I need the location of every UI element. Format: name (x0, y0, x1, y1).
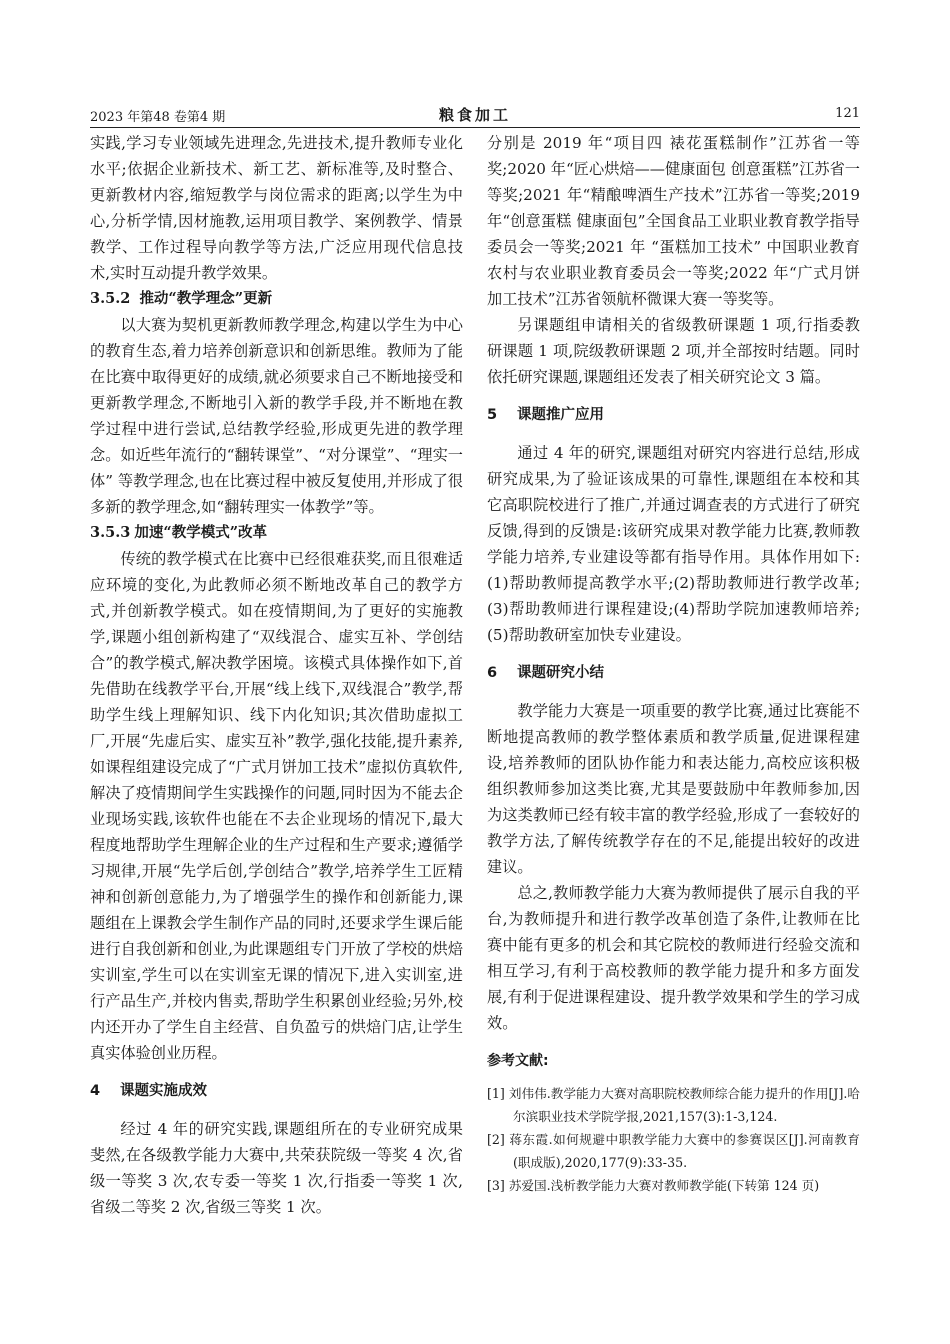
header-rule (90, 127, 860, 128)
paragraph-3-5-2: 以大赛为契机更新教师教学理念,构建以学生为中心的教育生态,着力培养创新意识和创新思维。教师为了能在比赛中取得更好的成绩,就必须要求自己不断地接受和更新教学理念,不断地引入新的教学手段,并不断地在教学过程中进行尝试,总结教学经验,形成更先进的教学理念。如近些年流行的“翻转课堂”、“对分课堂”、“理实一体” 等教学理念,也在比赛过程中被反复使用,并形成了很多新的教学理念,如“翻转理实一体教学”等。 (90, 316, 463, 516)
reference-item: [3] 苏爱国.浅析教学能力大赛对教师教学能(下转第 124 页) (487, 1178, 820, 1193)
references-heading: 参考文献: (487, 1053, 549, 1069)
section-title: 推动“教学理念”更新 (139, 290, 273, 307)
journal-title: 粮食加工 (438, 106, 511, 124)
paragraph-4: 经过 4 年的研究实践,课题组所在的专业研究成果斐然,在各级教学能力大赛中,共荣获院级一等奖 4 次,省级一等奖 3 次,农专委一等奖 1 次,行指委一等奖 1 次,省级二等奖 2 次,省级三等奖 1 次。 (90, 1120, 463, 1216)
section-number: 3.5.3 (90, 524, 131, 541)
section-number: 3.5.2 (90, 290, 131, 307)
section-number: 5 (487, 407, 498, 423)
section-number: 6 (487, 665, 498, 681)
section-title: 课题实施成效 (120, 1083, 207, 1099)
paragraph-4-continued: 分别是 2019 年“项目四 裱花蛋糕制作”江苏省一等奖;2020 年“匠心烘焙——健康面包 创意蛋糕”江苏省一等奖;2021 年“精酿啤酒生产技术”江苏省一等奖;2019 年“创意蛋糕 健康面包”全国食品工业职业教育教学指导委员会一等奖;2021 年 “蛋糕加工技术” 中国职业教育农村与农业职业教育委员会一等奖;2022 年“广式月饼加工技术”江苏省领航杯微课大赛一等奖等。 (487, 134, 860, 308)
paragraph-4-research: 另课题组申请相关的省级教研课题 1 项,行指委教研课题 1 项,院级教研课题 2 项,并全部按时结题。同时依托研究课题,课题组还发表了相关研究论文 3 篇。 (487, 316, 860, 386)
running-header (90, 104, 860, 128)
right-column (487, 130, 860, 1197)
paragraph-5: 通过 4 年的研究,课题组对研究内容进行总结,形成研究成果,为了验证该成果的可靠性,课题组在本校和其它高职院校进行了推广,并通过调查表的方式进行了研究反馈,得到的反馈是:该研究成果对教学能力比赛,教师教学能力培养,专业建设等都有指导作用。具体作用如下:(1)帮助教师提高教学水平;(2)帮助教师进行教学改革;(3)帮助教师进行课程建设;(4)帮助学院加速教师培养;(5)帮助教研室加快专业建设。 (487, 444, 860, 644)
left-column (90, 130, 463, 1220)
paragraph-intro: 实践,学习专业领域先进理念,先进技术,提升教师专业化水平;依据企业新技术、新工艺、新标准等,及时整合、更新教材内容,缩短教学与岗位需求的距离;以学生为中心,分析学情,因材施教,运用项目教学、案例教学、情景教学、工作过程导向教学等方法,广泛应用现代信息技术,实时互动提升教学效果。 (90, 134, 463, 282)
paragraph-6a: 教学能力大赛是一项重要的教学比赛,通过比赛能不断地提高教师的教学整体素质和教学质量,促进课程建设,培养教师的团队协作能力和表达能力,高校应该积极组织教师参加这类比赛,尤其是要鼓励中年教师参加,因为这类教师已经有较丰富的教学经验,形成了一套较好的教学方法,了解传统教学存在的不足,能提出较好的改进建议。 (487, 702, 860, 876)
section-heading-4 (90, 1078, 463, 1104)
paragraph-3-5-3: 传统的教学模式在比赛中已经很难获奖,而且很难适应环境的变化,为此教师必须不断地改革自己的教学方式,并创新教学模式。如在疫情期间,为了更好的实施教学,课题小组创新构建了“双线混合、虚实互补、学创结合”的教学模式,解决教学困境。该模式具体操作如下,首先借助在线教学平台,开展“线上线下,双线混合”教学,帮助学生线上理解知识、线下内化知识;其次借助虚拟工厂,开展“先虚后实、虚实互补”教学,强化技能,提升素养,如课程组建设完成了“广式月饼加工技术”虚拟仿真软件,解决了疫情期间学生实践操作的问题,同时因为不能去企业现场实践,该软件也能在不去企业现场的情况下,最大程度地帮助学生理解企业的生产过程和生产要求;遵循学习规律,开展“先学后创,学创结合”教学,培养学生工匠精神和创新创意能力,为了增强学生的操作和创新能力,课题组在上课教会学生制作产品的同时,还要求学生课后能进行自我创新和创业,为此课题组专门开放了学校的烘焙实训室,学生可以在实训室无课的情况下,进入实训室,进行产品生产,并校内售卖,帮助学生积累创业经验;另外,校内还开办了学生自主经营、自负盈亏的烘焙门店,让学生真实体验创业历程。 (90, 550, 463, 1062)
reference-item: [1] 刘伟伟.教学能力大赛对高职院校教师综合能力提升的作用[J].哈尔滨职业技术学院学报,2021,157(3):1-3,124. (487, 1086, 860, 1124)
issue-info: 2023 年第48 卷第4 期 (90, 110, 226, 125)
section-heading-6 (487, 660, 860, 686)
reference-item: [2] 蒋东霞.如何规避中职教学能力大赛中的参赛误区[J].河南教育(职成版),2020,177(9):33-35. (487, 1132, 860, 1170)
section-heading-5 (487, 402, 860, 428)
paragraph-6b: 总之,教师教学能力大赛为教师提供了展示自我的平台,为教师提升和进行教学改革创造了条件,让教师在比赛中能有更多的机会和其它院校的教师进行经验交流和相互学习,有利于高校教师的教学能力提升和多方面发展,有利于促进课程建设、提升教学效果和学生的学习成效。 (487, 884, 860, 1032)
section-heading-3-5-2 (90, 286, 463, 312)
page-number: 121 (835, 106, 860, 121)
section-number: 4 (90, 1083, 101, 1099)
section-title: 课题推广应用 (517, 407, 604, 423)
section-title: 加速“教学模式”改革 (134, 524, 268, 541)
section-title: 课题研究小结 (517, 665, 604, 681)
section-heading-3-5-3 (90, 520, 463, 546)
